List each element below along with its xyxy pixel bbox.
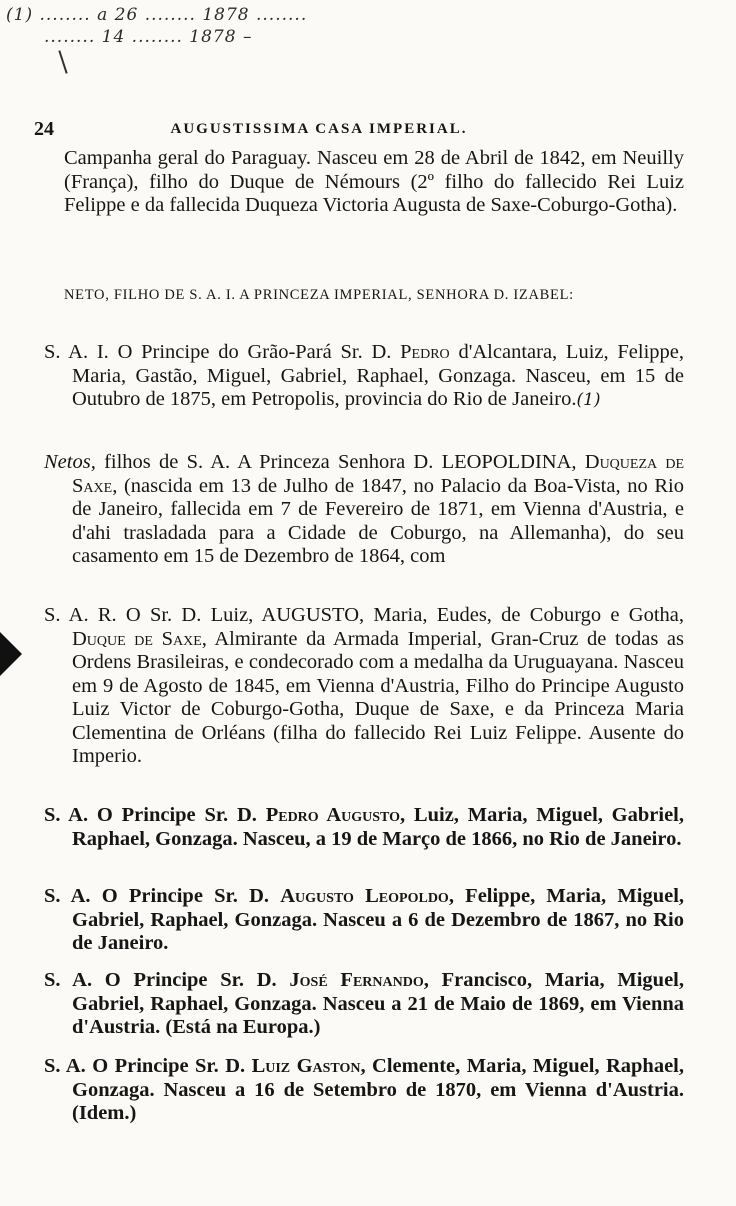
entry-title: Duque de Saxe [72, 627, 202, 650]
entry-text: , (nascida em 13 de Julho de 1847, no Palacio da Boa-Vista, no Rio de Janeiro, fallecida em 7 de Fevereiro de 1871, em Vienna d'Austria, e d'ahi trasladada para a Cidade de Coburgo, na Allemanha), do seu casamento em 15 de Dezembro de 1864, com [72, 474, 684, 567]
intro-paragraph: Campanha geral do Paraguay. Nasceu em 28 de Abril de 1842, em Neuilly (França), filho do Duque de Némours (2º filho do fallecido Rei Luiz Felippe e da fallecida Duqueza Victoria Augusta de Saxe-Coburgo-Gotha). [64, 147, 684, 216]
entry-pedro-augusto [44, 804, 684, 851]
entry-pedro-alcantara [44, 341, 684, 413]
pen-stroke [58, 50, 67, 73]
running-title: AUGUSTISSIMA CASA IMPERIAL. [170, 121, 468, 137]
entry-name: José Fernando [289, 969, 424, 991]
handwritten-line-2: ........ 14 ........ 1878 – [44, 27, 253, 47]
entry-text: , Felippe, Maria, Miguel, Gabriel, Raphael, Gonzaga. Nasceu a 6 de Dezembro de 1867, no Rio de Janeiro. [72, 885, 685, 954]
entry-text: , Almirante da Armada Imperial, Gran-Cruz de todas as Ordens Brasileiras, e condecorado com a medalha da Uruguayana. Nasceu em 9 de Agosto de 1845, em Vienna d'Austria, Filho do Principe Augusto Luiz Victor de Coburgo-Gotha, Duque de Saxe, e da Princeza Maria Clementina de Orléans (filha do fallecido Rei Luiz Felippe. Ausente do Imperio. [72, 627, 684, 767]
entry-netos-leopoldina [44, 451, 684, 569]
entry-jose-fernando [44, 969, 684, 1040]
entry-luiz-gaston [44, 1055, 684, 1126]
ink-blot [0, 632, 22, 676]
entry-lead: Netos, [44, 451, 96, 473]
entry-text: , Clemente, Maria, Miguel, Raphael, Gonzaga. Nasceu a 16 de Setembro de 1870, em Vienna d'Austria. (Idem.) [72, 1055, 684, 1124]
entry-luiz-augusto [44, 604, 684, 769]
entry-augusto-leopoldo [44, 885, 684, 956]
page-number: 24 [34, 118, 54, 140]
entry-prefix: S. A. I. O Principe do Grão-Pará Sr. D. [44, 341, 392, 363]
entry-text: , Luiz, Maria, Miguel, Gabriel, Raphael, Gonzaga. Nasceu, a 19 de Março de 1866, no Rio de Janeiro. [72, 804, 684, 850]
entry-prefix: S. A. O Principe Sr. D. [44, 969, 277, 991]
page-header [34, 118, 684, 138]
handwritten-note [6, 4, 706, 48]
entry-prefix: S. A. O Principe Sr. D. [44, 1055, 246, 1077]
entry-text: , Francisco, Maria, Miguel, Gabriel, Raphael, Gonzaga. Nasceu a 21 de Maio de 1869, em Vienna d'Austria. (Está na Europa.) [72, 969, 684, 1038]
entry-prefix: S. A. O Principe Sr. D. [44, 804, 257, 826]
entry-title: Duqueza de Saxe [72, 451, 685, 497]
entry-name: Augusto Leopoldo [280, 885, 449, 907]
entry-name: Pedro Augusto [265, 804, 401, 826]
entry-prefix: S. A. R. O Sr. D. Luiz, AUGUSTO, Maria, Eudes, de Coburgo e Gotha, [44, 604, 684, 626]
entry-name: Pedro [400, 341, 450, 363]
handwritten-annotation: (1) [576, 390, 601, 410]
entry-prefix: filhos de S. A. A Princeza Senhora D. LEOPOLDINA, [104, 451, 577, 473]
section-heading: NETO, FILHO DE S. A. I. A PRINCEZA IMPERIAL, SENHORA D. IZABEL: [64, 287, 574, 303]
entry-text: d'Alcantara, Luiz, Felippe, Maria, Gastão, Miguel, Gabriel, Raphael, Gonzaga. Nasceu, em 15 de Outubro de 1875, em Petropolis, provincia do Rio de Janeiro. [72, 341, 685, 410]
entry-name: Luiz Gaston [251, 1055, 361, 1077]
entry-prefix: S. A. O Principe Sr. D. [44, 885, 270, 907]
handwritten-line-1: (1) ........ a 26 ........ 1878 ........ [6, 5, 308, 25]
